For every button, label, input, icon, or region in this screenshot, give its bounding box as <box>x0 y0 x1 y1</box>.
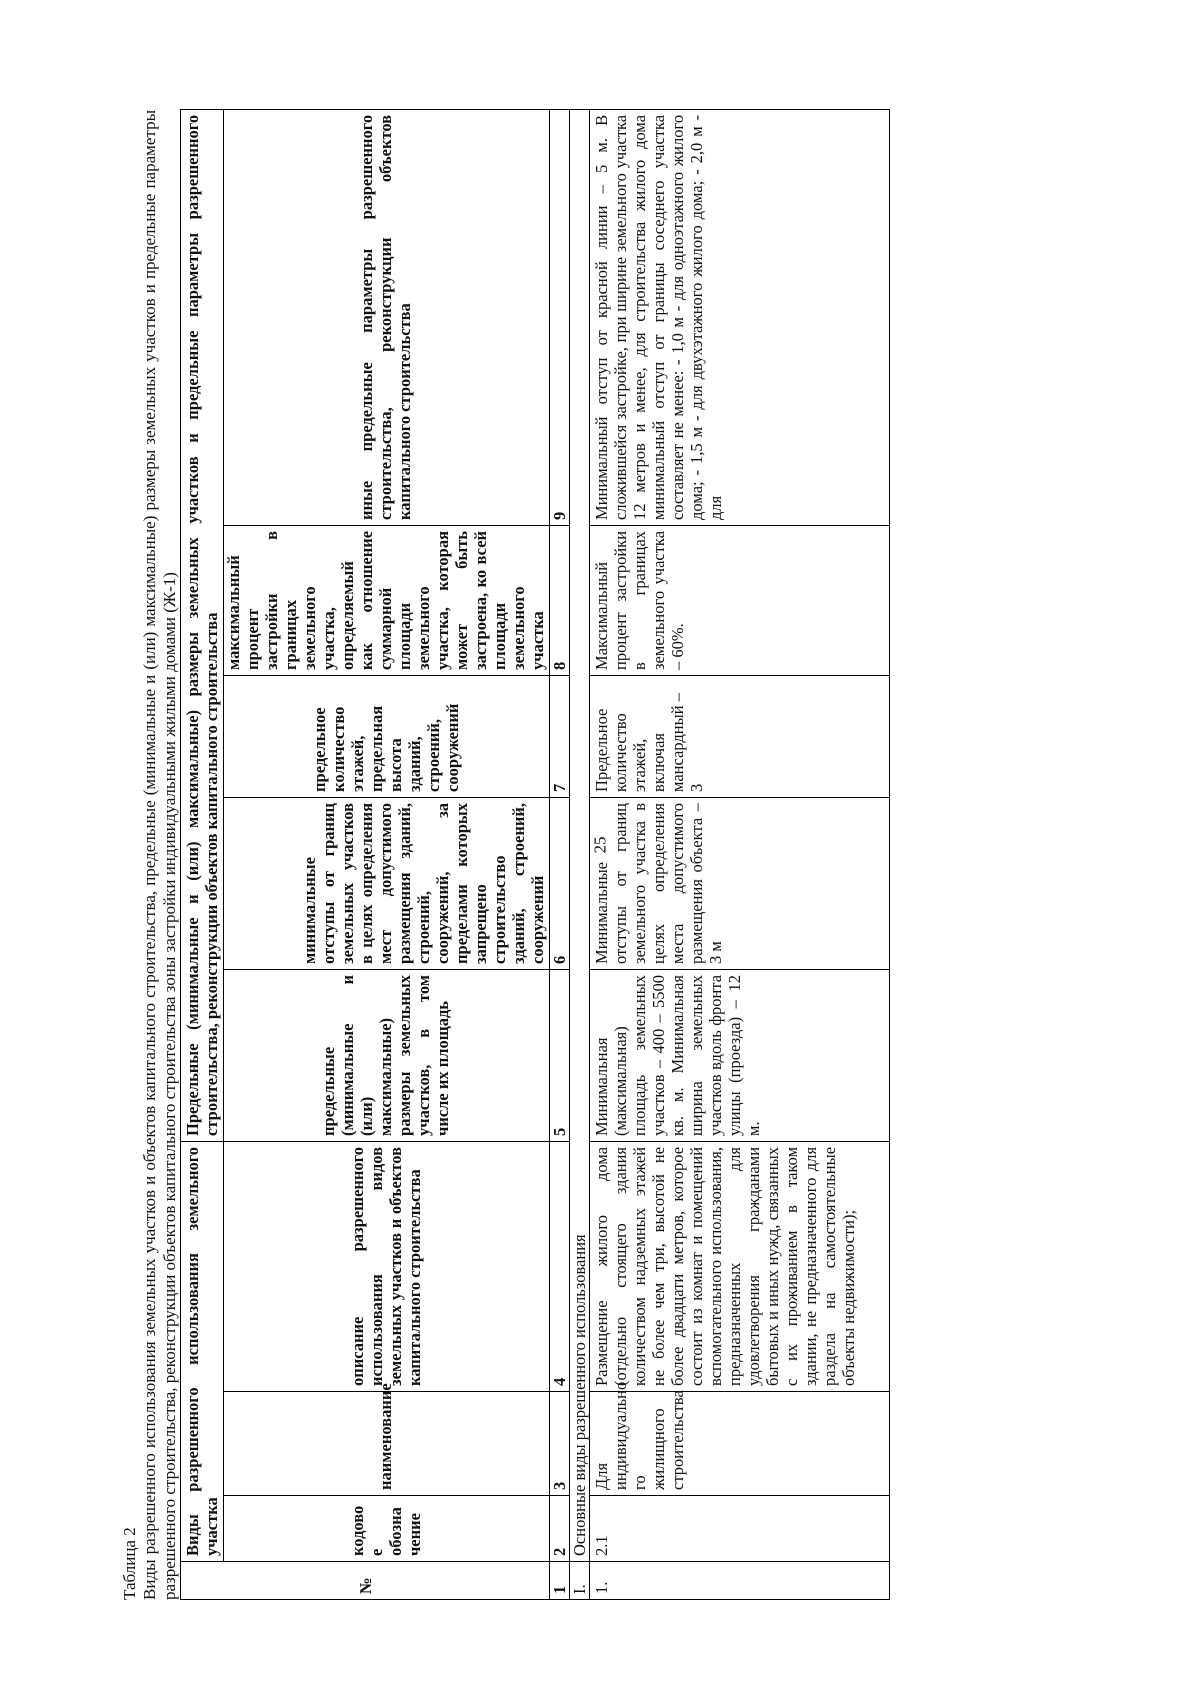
page-number-text: 25 <box>590 836 609 854</box>
column-number: 1 <box>550 1562 570 1600</box>
header-description: описание разрешенного использования видов земельных участков и объектов капитального строительства <box>224 1141 550 1391</box>
header-name: наименование <box>224 1392 550 1496</box>
header-coverage: максимальный процент застройки в границах земельного участка, определяемый как отношение суммарной площади земельного участка, которая может быть застроена, ко всей площади земельного участка <box>224 525 550 675</box>
header-floors: предельное количество этажей, предельная высота зданий, строений, сооружений <box>224 675 550 797</box>
row-setbacks: Минимальные отступы от границ земельного участка в целях определения места допустимого размещения объекта – 3 м <box>590 797 890 969</box>
row-floors: Предельное количество этажей, включая мансардный – 3 <box>590 675 890 797</box>
column-number: 5 <box>550 969 570 1141</box>
header-sizes: предельные (минимальные и (или) максимальные) размеры земельных участков, в том числе их площадь <box>224 969 550 1141</box>
table-caption: Таблица 2 <box>120 1527 139 1600</box>
header-setbacks: минимальные отступы от границ земельных участков в целях определения мест допустимого размещения зданий, строений, сооружений, за пределами которых запрещено строительство зданий, строений, сооружений <box>224 797 550 969</box>
section-number: I. <box>570 1562 590 1600</box>
section-row <box>570 109 590 1599</box>
row-code: 2.1 <box>590 1496 890 1562</box>
column-number: 9 <box>550 109 570 525</box>
header-code: кодово е обозна чение <box>224 1496 550 1562</box>
header-row-sub <box>224 109 550 1599</box>
landscape-content <box>120 110 1080 1600</box>
row-other: Минимальный отступ от красной линии – 5 м. В сложившейся застройке, при ширине земельного участка 12 метров и менее, для строительства жилого дома минимальный отступ от границы соседнего участка составляет не менее: - 1,0 м - для одноэтажного жилого дома; - 1,5 м - для двухэтажного жилого дома; - 2,0 м - для <box>590 109 890 525</box>
column-number: 7 <box>550 675 570 797</box>
table-row <box>590 109 890 1599</box>
row-sizes: Минимальная (максимальная) площадь земельных участков – 400 – 5500 кв. м. Минимальная ширина земельных участков вдоль фронта улицы (проезда) – 12 м. <box>590 969 890 1141</box>
table-title: Виды разрешенного использования земельных участков и объектов капитального строительства, предельные (минимальные и (или) максимальные) размеры земельных участков и предельные параметры разрешенного строительства, реконструкции объектов капитального строительства зоны застройки индивидуальными жилыми домами (Ж-1) <box>140 110 179 1600</box>
column-number: 6 <box>550 797 570 969</box>
section-title: Основные виды разрешенного использования <box>570 109 590 1561</box>
header-group-use: Виды разрешенного использования земельного участка <box>181 1141 224 1561</box>
row-name: Для индивидуально го жилищного строительства <box>590 1392 890 1496</box>
column-number: 4 <box>550 1141 570 1391</box>
row-no: 1. <box>590 1562 890 1600</box>
zoning-table <box>180 109 890 1600</box>
column-number: 3 <box>550 1392 570 1496</box>
header-row-groups <box>181 109 224 1599</box>
header-no: № <box>181 1562 550 1600</box>
column-number: 8 <box>550 525 570 675</box>
row-description: Размещение жилого дома (отдельно стоящего здания количеством надземных этажей не более чем три, высотой не более двадцати метров, которое состоит из комнат и помещений вспомогательного использования, предназначенных для удовлетворения гражданами бытовых и иных нужд, связанных с их проживанием в таком здании, не предназначенного для раздела на самостоятельные объекты недвижимости); <box>590 1141 890 1391</box>
header-other: иные предельные параметры разрешенного строительства, реконструкции объектов капитального строительства <box>224 109 550 525</box>
column-number-row <box>550 109 570 1599</box>
column-number: 2 <box>550 1496 570 1562</box>
row-coverage: Максимальный процент застройки в границах земельного участка – 60%. <box>590 525 890 675</box>
header-group-params: Предельные (минимальные и (или) максимальные) размеры земельных участков и предельные параметры разрешенного строительства, реконструкции объектов капитального строительства <box>181 109 224 1141</box>
